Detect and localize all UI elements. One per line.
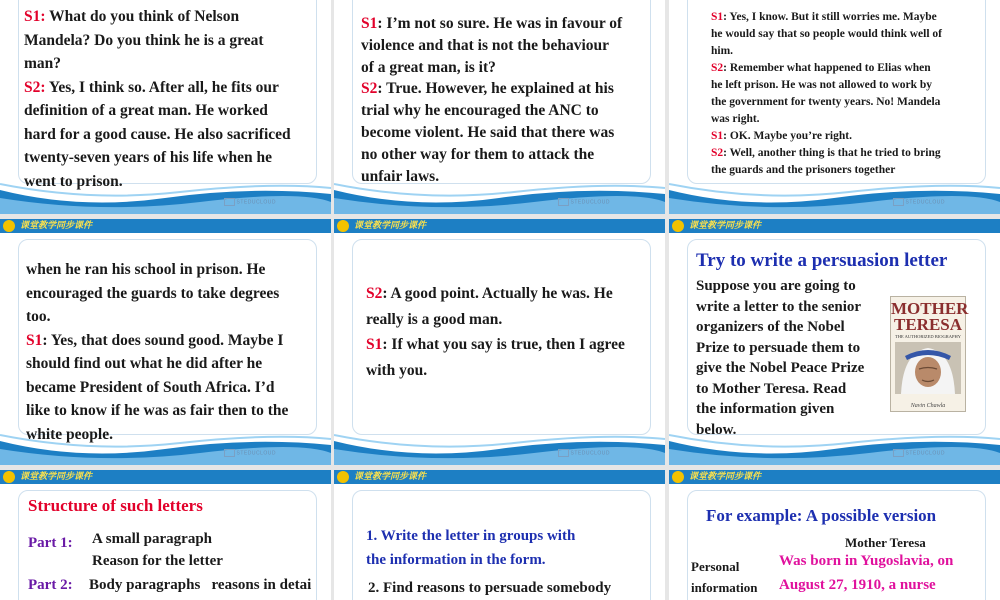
dialogue-line <box>361 100 661 122</box>
site-logo: STEDUCLOUD <box>893 198 945 206</box>
line-text: too. <box>26 308 51 325</box>
part2-text: Body paragraphs reasons in detai <box>89 577 312 593</box>
book-subtitle: THE AUTHORIZED BIOGRAPHY <box>895 334 961 339</box>
line-text: really is a good man. <box>366 310 503 328</box>
dialogue-line <box>24 123 329 147</box>
line-text: was right. <box>711 113 760 125</box>
dialogue-line <box>361 57 661 79</box>
line-text: encouraged the guards to take degrees <box>26 284 280 302</box>
line-text: : Well, another thing is that he tried to bring <box>723 147 941 159</box>
slide-3[interactable] <box>669 0 1000 214</box>
dialogue-line <box>26 329 329 353</box>
dialogue-line <box>711 26 996 43</box>
header-title: 课堂教学同步课件 <box>354 472 427 482</box>
speaker-label: S1 <box>711 130 724 142</box>
line-text: : Yes, that does sound good. Maybe I <box>42 331 284 349</box>
slide-title: Try to write a persuasion letter <box>696 250 948 271</box>
line-text: hard for a good cause. He also sacrificed <box>24 125 291 143</box>
badge-icon <box>3 471 15 483</box>
dialogue-line <box>361 35 661 57</box>
dialogue-line <box>366 281 663 307</box>
site-logo: STEDUCLOUD <box>224 449 276 457</box>
dialogue-line <box>711 162 996 179</box>
speaker-label: S1 <box>366 336 383 353</box>
dialogue-line <box>24 76 329 100</box>
subject-heading: Mother Teresa <box>845 535 926 550</box>
dialogue-line <box>711 128 996 145</box>
info-label: Personal <box>691 559 740 574</box>
dialogue-line <box>361 144 661 166</box>
site-logo: STEDUCLOUD <box>558 449 610 457</box>
line-text: he would say that so people would think well of <box>711 28 942 40</box>
slide-title: For example: A possible version <box>706 506 937 525</box>
dialogue-text <box>366 281 663 383</box>
dialogue-line <box>711 111 996 128</box>
header-title: 课堂教学同步课件 <box>354 221 427 231</box>
line-text: went to prison. <box>24 172 123 190</box>
slide-header <box>334 219 665 233</box>
badge-icon <box>672 471 684 483</box>
book-title: TERESA <box>893 315 963 334</box>
dialogue-line <box>24 52 329 76</box>
instruction-line: give the Nobel Peace Prize <box>696 360 865 376</box>
instruction-line: below. <box>696 421 737 438</box>
badge-icon <box>337 220 349 232</box>
slide-2[interactable] <box>334 0 665 214</box>
dialogue-line <box>26 376 329 400</box>
part1-label: Part 1: <box>28 535 73 551</box>
dialogue-line <box>711 43 996 60</box>
info-label: information <box>691 580 758 595</box>
dialogue-line <box>711 145 996 162</box>
instruction-line: write a letter to the senior <box>696 298 862 315</box>
dialogue-line <box>361 13 661 35</box>
instruction-line: organizers of the Nobel <box>696 319 845 335</box>
part2-label: Part 2: <box>28 577 73 593</box>
dialogue-text <box>361 13 661 187</box>
site-logo: STEDUCLOUD <box>224 198 276 206</box>
instruction-line: to Mother Teresa. Read <box>696 380 847 397</box>
badge-icon <box>672 220 684 232</box>
dialogue-line <box>361 78 661 100</box>
line-text: when he ran his school in prison. He <box>26 261 266 278</box>
line-text: with you. <box>366 361 428 379</box>
slide-title: Structure of such letters <box>28 496 203 515</box>
wave-decoration <box>334 180 665 214</box>
line-text: : True. However, he explained at his <box>377 80 614 98</box>
line-text: : I’m not so sure. He was in favour of <box>377 15 623 32</box>
dialogue-line <box>26 282 329 306</box>
wave-decoration <box>0 180 331 214</box>
dialogue-line <box>26 352 329 376</box>
line-text: Mandela? Do you think he is a great <box>24 31 264 49</box>
instructions-text <box>696 276 886 440</box>
badge-icon <box>3 220 15 232</box>
line-text: like to know if he was as fair then to the <box>26 402 289 419</box>
dialogue-line <box>711 60 996 77</box>
line-text: : A good point. Actually he was. He <box>382 285 613 302</box>
slide-5[interactable] <box>334 219 665 465</box>
line-text: unfair laws. <box>361 167 440 185</box>
line-text: white people. <box>26 425 113 443</box>
slide-header <box>0 219 331 233</box>
portrait-image <box>895 342 961 394</box>
wave-decoration <box>334 431 665 465</box>
header-title: 课堂教学同步课件 <box>689 472 762 482</box>
speaker-label: S1: <box>24 8 46 25</box>
dialogue-line <box>24 99 329 123</box>
info-value: August 27, 1910, a nurse <box>779 577 936 593</box>
speaker-label: S2 <box>366 285 383 302</box>
dialogue-line <box>366 358 663 384</box>
book-title: MOTHER <box>891 299 969 318</box>
speaker-label: S1 <box>26 331 43 349</box>
speaker-label: S2 <box>361 80 378 98</box>
instruction-line: the information given <box>696 401 835 417</box>
info-value: Was born in Yugoslavia, on <box>779 553 954 569</box>
slide-6[interactable] <box>669 219 1000 465</box>
line-text: definition of a great man. He worked <box>24 102 268 119</box>
line-text: he left prison. He was not allowed to work by <box>711 79 933 91</box>
task-line-1: 1. Write the letter in groups with <box>366 528 576 544</box>
dialogue-line <box>24 5 329 29</box>
instruction-line: Suppose you are going to <box>696 278 856 294</box>
slide-9[interactable] <box>669 470 1000 600</box>
line-text: him. <box>711 45 734 57</box>
line-text: of a great man, is it? <box>361 58 496 76</box>
task-line-3: 2. Find reasons to persuade somebody <box>368 580 612 596</box>
dialogue-line <box>366 332 663 358</box>
task-line-2: the information in the form. <box>366 552 546 568</box>
line-text: the guards and the prisoners together <box>711 164 896 176</box>
slide-1[interactable] <box>0 0 331 214</box>
slide-7[interactable] <box>0 470 331 600</box>
line-text: : If what you say is true, then I agree <box>382 336 625 353</box>
wave-decoration <box>0 431 331 465</box>
speaker-label: S2: <box>24 78 46 96</box>
line-text: twenty-seven years of his life when he <box>24 149 272 166</box>
instruction-line: Prize to persuade them to <box>696 339 861 356</box>
line-text: become violent. He said that there was <box>361 123 615 141</box>
book-cover-image <box>890 296 969 412</box>
site-logo: STEDUCLOUD <box>558 198 610 206</box>
line-text: the government for twenty years. No! Mandela <box>711 96 941 108</box>
dialogue-line <box>366 307 663 333</box>
dialogue-line <box>26 258 329 282</box>
dialogue-line <box>711 94 996 111</box>
dialogue-line <box>24 29 329 53</box>
part1-line2: Reason for the letter <box>92 553 223 569</box>
slide-4[interactable] <box>0 219 331 465</box>
dialogue-line <box>711 77 996 94</box>
line-text: violence and that is not the behaviour <box>361 36 610 54</box>
line-text: : Yes, I know. But it still worries me. Maybe <box>723 11 937 23</box>
slide-header <box>0 470 331 484</box>
dialogue-text <box>711 9 996 179</box>
dialogue-text <box>26 258 329 446</box>
line-text: Yes, I think so. After all, he fits our <box>45 78 279 96</box>
line-text: : OK. Maybe you’re right. <box>723 130 852 142</box>
line-text: should find out what he did after he <box>26 355 263 372</box>
dialogue-line <box>26 399 329 423</box>
line-text: became President of South Africa. I’d <box>26 378 275 396</box>
line-text: : Remember what happened to Elias when <box>723 62 931 74</box>
line-text: no other way for them to attack the <box>361 145 595 163</box>
dialogue-line <box>711 9 996 26</box>
book-author: Navin Chawla <box>910 403 946 409</box>
dialogue-line <box>24 146 329 170</box>
part1-line1: A small paragraph <box>92 531 213 547</box>
line-text: man? <box>24 55 62 72</box>
slide-8[interactable] <box>334 470 665 600</box>
header-title: 课堂教学同步课件 <box>20 221 93 231</box>
dialogue-line <box>361 122 661 144</box>
speaker-label: S1 <box>711 11 724 23</box>
slide-header <box>669 219 1000 233</box>
wave-decoration <box>669 431 1000 465</box>
site-logo: STEDUCLOUD <box>893 449 945 457</box>
dialogue-line <box>26 305 329 329</box>
line-text: trial why he encouraged the ANC to <box>361 102 599 120</box>
dialogue-text <box>24 5 329 193</box>
badge-icon <box>337 471 349 483</box>
slide-header <box>334 470 665 484</box>
speaker-label: S2 <box>711 62 724 74</box>
slide-header <box>669 470 1000 484</box>
speaker-label: S1 <box>361 15 378 32</box>
wave-decoration <box>669 180 1000 214</box>
speaker-label: S2 <box>711 147 724 159</box>
header-title: 课堂教学同步课件 <box>20 472 93 482</box>
line-text: What do you think of Nelson <box>45 8 240 25</box>
header-title: 课堂教学同步课件 <box>689 221 762 231</box>
